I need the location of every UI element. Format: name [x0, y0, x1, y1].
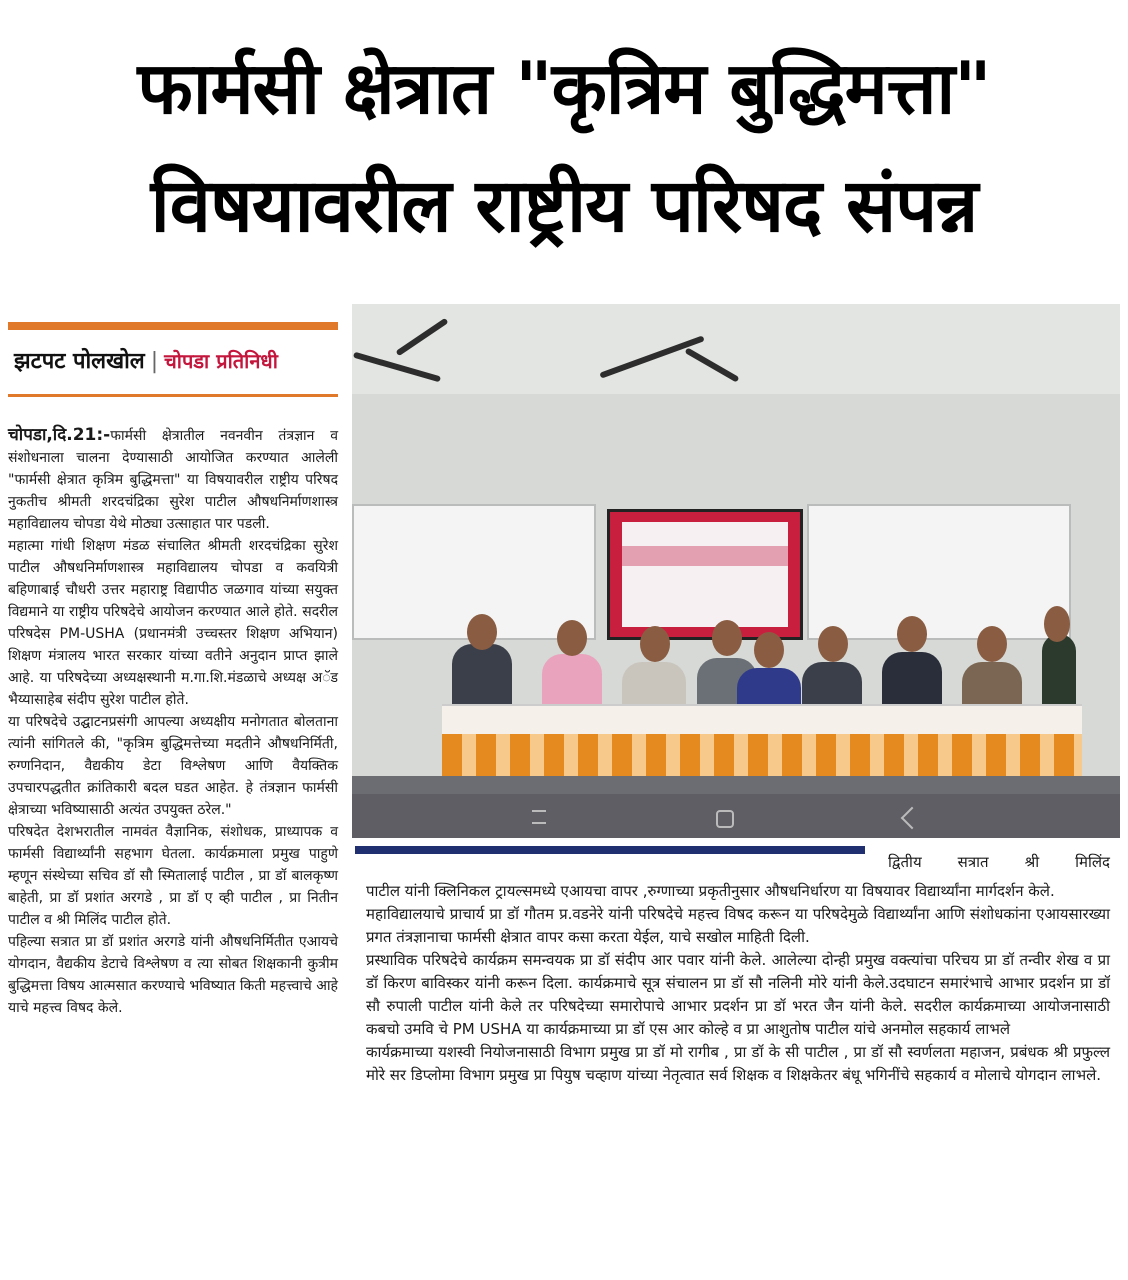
- home-icon: [716, 810, 734, 828]
- left-article-column: [8, 424, 338, 1019]
- person-head: [712, 620, 742, 656]
- headline-line-2: विषयावरील राष्ट्रीय परिषद संपन्न: [150, 163, 978, 249]
- right-paragraph-1: पाटील यांनी क्लिनिकल ट्रायल्समध्ये एआयचा वापर ,रुग्णाच्या प्रकृतीनुसार औषधनिर्धारण या विषयावर विद्यार्थ्यांना मार्गदर्शन केले.: [366, 882, 1055, 900]
- publication-name: झटपट पोलखोल: [14, 349, 145, 374]
- person-head: [897, 616, 927, 652]
- dateline: चोपडा,दि.21:-: [8, 425, 111, 445]
- person-head: [640, 626, 670, 662]
- dais-table: [442, 704, 1082, 736]
- phone-nav-bar: [352, 794, 1120, 838]
- article-paragraph-3: या परिषदेचे उद्घाटनप्रसंगी आपल्या अध्यक्षीय मनोगतात बोलताना त्यांनी सांगितले की, "कृत्रिम बुद्धिमत्तेच्या मदतीने औषधनिर्मिती, रुग्णनिदान, वैद्यकीय डेटा विश्लेषण आणि वैयक्तिक उपचारपद्धतीत क्रांतिकारी बदल घडत आहेत. हे तंत्रज्ञान फार्मसी क्षेत्राच्या भविष्यासाठी अत्यंत उपयुक्त ठरेल.": [8, 714, 338, 818]
- byline-top-rule: [8, 322, 338, 330]
- section-divider-bar: [355, 846, 865, 854]
- conference-photo: [352, 304, 1120, 838]
- byline-separator: |: [150, 349, 159, 374]
- byline-bottom-rule: [8, 394, 338, 397]
- right-paragraph-4: कार्यक्रमाच्या यशस्वी नियोजनासाठी विभाग प्रमुख प्रा डॉ मो रागीब , प्रा डॉ के सी पाटील , प्रा डॉ सौ स्वर्णलता महाजन, प्रबंधक श्री प्रफुल्ल मोरे सर डिप्लोमा विभाग प्रमुख प्रा पियुष चव्हाण यांच्या नेतृत्वात सर्व शिक्षक व शिक्षकेतर बंधू भगिनींचे सहकार्य व मोलाचे योगदान लाभले.: [366, 1043, 1110, 1084]
- person-head: [1044, 606, 1070, 642]
- correspondent-label: चोपडा प्रतिनिधी: [164, 349, 278, 373]
- person-head: [754, 632, 784, 668]
- article-paragraph-4: परिषदेत देशभरातील नामवंत वैज्ञानिक, संशोधक, प्राध्यापक व फार्मसी विद्यार्थ्यांनी सहभाग घेतला. कार्यक्रमाला प्रमुख पाहुणे म्हणून संस्थेच्या सचिव डॉ सौ स्मितालाई पाटील , प्रा डॉ बालकृष्ण बाहेती, प्रा डॉ प्रशांत अरगडे , प्रा डॉ ए व्ही पाटील , प्रा नितीन पाटील व श्री मिलिंद पाटील होते.: [8, 824, 338, 928]
- menu-icon: [532, 810, 546, 824]
- person-head: [467, 614, 497, 650]
- slide-title-band: [622, 546, 788, 566]
- back-icon: [901, 807, 924, 830]
- right-paragraph-3: प्रस्थाविक परिषदेचे कार्यक्रम समन्वयक प्रा डॉ संदीप आर पवार यांनी केले. आलेल्या दोन्ही प्रमुख वक्त्यांचा परिचय प्रा डॉ तन्वीर शेख व प्रा डॉ किरण बाविस्कर यांनी करून दिला. कार्यक्रमाचे सूत्र संचालन प्रा डॉ सौ नलिनी मोरे यांनी केले.उदघाटन समारंभाचे आभार प्रदर्शन प्रा डॉ सौ रुपाली पाटील यांनी केले तर परिषदेच्या समारोपाचे आभार प्रदर्शन प्रा डॉ भरत जैन यांनी केले. सदरील कार्यक्रमाच्या आयोजनासाठी कबचो उमवि चे PM USHA या कार्यक्रमाच्या प्रा डॉ एस आर कोल्हे व प्रा आशुतोष पाटील यांचे अनमोल सहकार्य लाभले: [366, 951, 1110, 1038]
- article-paragraph-1: [8, 424, 338, 535]
- byline: [14, 346, 344, 377]
- person-head: [818, 626, 848, 662]
- right-article-column: [366, 880, 1110, 1087]
- right-lead-line: द्वितीय सत्रात श्री मिलिंद: [888, 853, 1110, 871]
- article-paragraph-5: पहिल्या सत्रात प्रा डॉ प्रशांत अरगडे यांनी औषधनिर्मितीत एआयचे योगदान, वैद्यकीय डेटाचे विश्लेषण व त्या सोबत शिक्षकानी कुत्रीम बुद्धिमत्ता विषय आत्मसात करण्याचे भविष्यात किती महत्त्वाचे आहे याचे महत्त्व विषद केले.: [8, 934, 338, 1016]
- article-paragraph-2: महात्मा गांधी शिक्षण मंडळ संचालित श्रीमती शरदचंद्रिका सुरेश पाटील औषधनिर्माणशास्त्र महाविद्यालय चोपडा व कवयित्री बहिणाबाई चौधरी उत्तर महाराष्ट्र विद्यापीठ जळगाव यांच्या सयुक्त विद्यमाने या राष्ट्रीय परिषदेचे आयोजन करण्यात आले होते. सदरील परिषदेस PM-USHA (प्रधानमंत्री उच्चस्तर शिक्षण अभियान) शिक्षण मंत्रालय भारत सरकार यांच्या वतीने अनुदान प्राप्त झाले आहे. या परिषदेच्या अध्यक्षस्थानी म.गा.शि.मंडळाचे अध्यक्ष अॅड भैय्यासाहेब संदीप सुरेश पाटील होते.: [8, 538, 338, 708]
- paragraph-1-text: फार्मसी क्षेत्रातील नवनवीन तंत्रज्ञान व संशोधनाला चालना देण्यासाठी आयोजित करण्यात आलेली "फार्मसी क्षेत्रात कृत्रिम बुद्धिमत्ता" या विषयावरील राष्ट्रीय परिषद नुकतीच श्रीमती शरदचंद्रिका सुरेश पाटील औषधनिर्माणशास्त्र महाविद्यालय चोपडा येथे मोठ्या उत्साहात पार पडली.: [8, 428, 338, 532]
- headline-line-1: फार्मसी क्षेत्रात "कृत्रिम बुद्धिमत्ता": [137, 46, 991, 130]
- person-head: [977, 626, 1007, 662]
- person-head: [557, 620, 587, 656]
- table-skirt: [442, 734, 1082, 776]
- projected-slide: [622, 522, 788, 627]
- right-paragraph-2: महाविद्यालयाचे प्राचार्य प्रा डॉ गौतम प्र.वडनेरे यांनी परिषदेचे महत्त्व विषद करून या परिषदेमुळे विद्यार्थ्यांना आणि संशोधकांना एआयसारख्या प्रगत तंत्रज्ञानाचा फार्मसी क्षेत्रात वापर कसा करता येईल, याचे सखोल माहिती दिली.: [366, 905, 1110, 946]
